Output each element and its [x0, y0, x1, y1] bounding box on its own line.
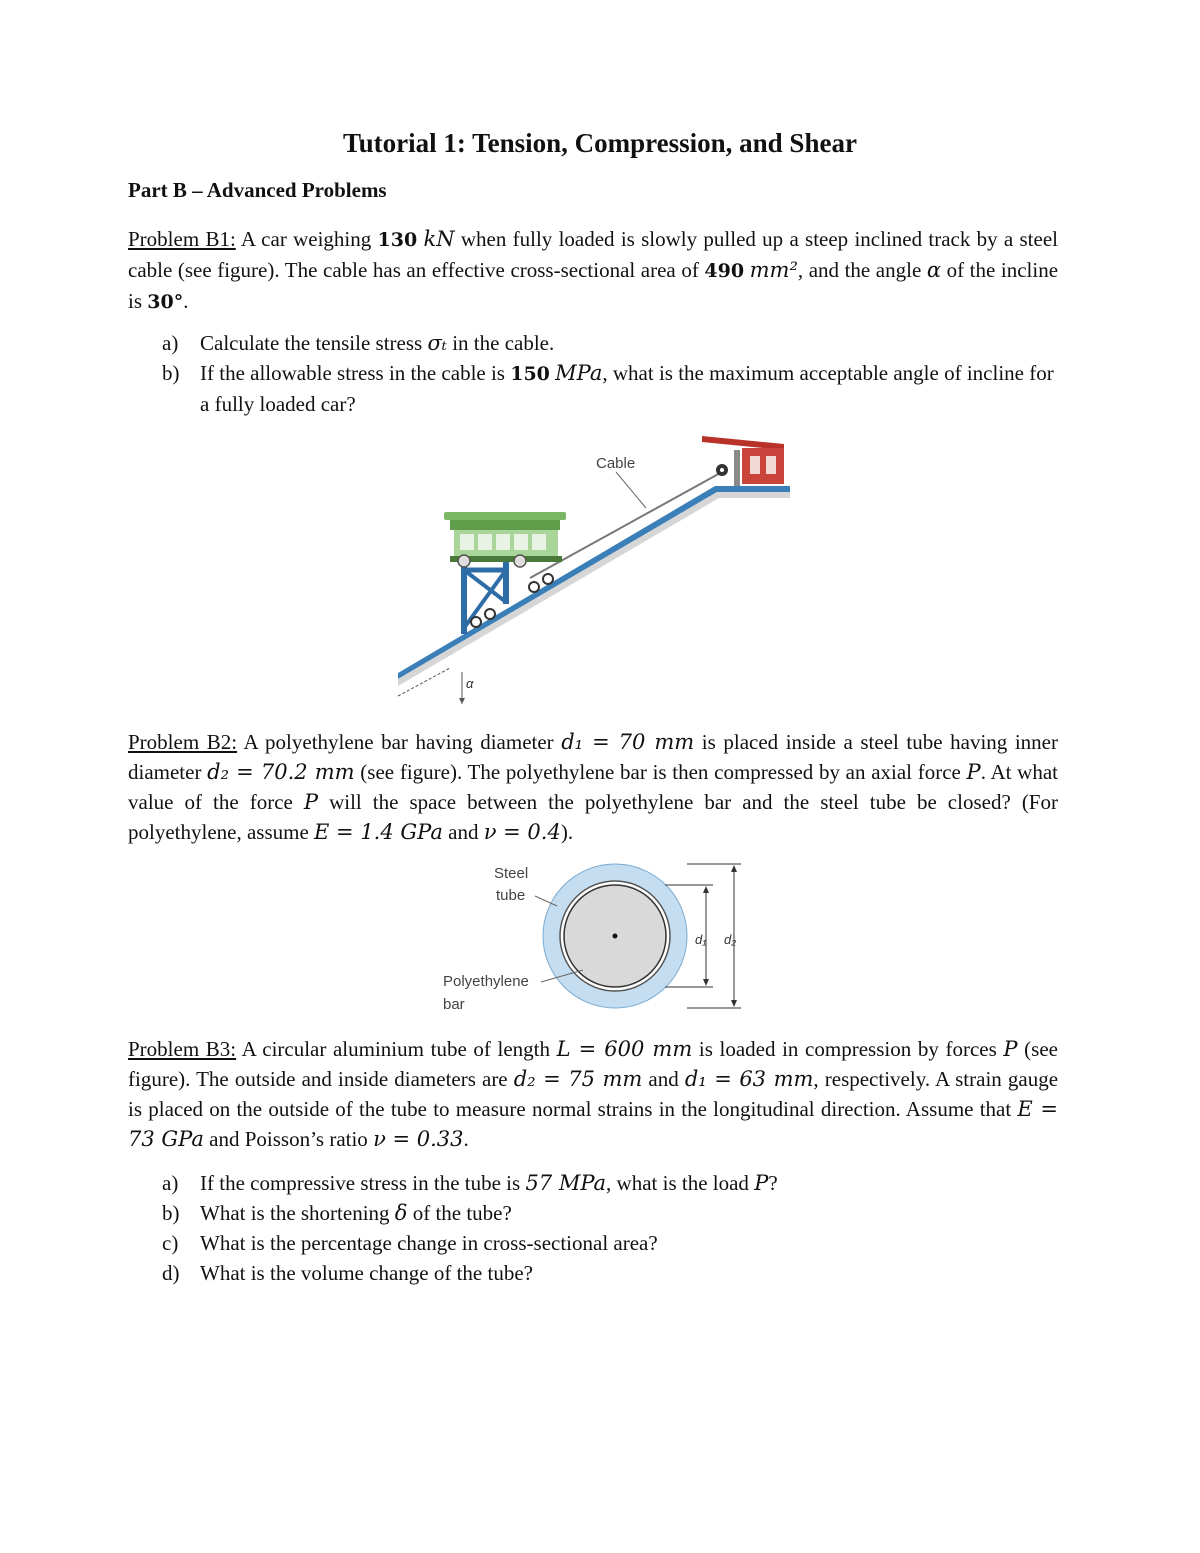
text: What is the volume change of the tube? — [200, 1261, 533, 1285]
question-b3-c — [162, 1228, 1058, 1258]
bar-label: bar — [443, 996, 465, 1013]
question-b3-d — [162, 1258, 1058, 1288]
problem-b1-questions — [162, 328, 1058, 419]
length-equation: L = 600 mm — [556, 1037, 693, 1061]
question-b1-a — [162, 328, 1058, 358]
cable-label: Cable — [596, 455, 636, 472]
text: and Poisson’s ratio — [203, 1127, 374, 1151]
text: and — [642, 1067, 685, 1091]
item-marker: b) — [162, 361, 180, 385]
part-heading: Part B – Advanced Problems — [128, 178, 387, 202]
poisson-equation: ν = 0.33 — [373, 1127, 464, 1151]
problem-b2-statement — [128, 727, 1058, 847]
tube-label: tube — [496, 887, 526, 904]
text: , respectively. A strain gauge is placed on the outside of the tube to measure normal strains in the longitudinal direction. Assume that — [128, 1067, 1059, 1121]
sigma-symbol: σₜ — [427, 331, 447, 355]
problem-b1-statement — [128, 224, 1058, 317]
poisson-equation: ν = 0.4 — [483, 820, 561, 844]
area-unit: mm² — [749, 258, 798, 282]
modulus-equation: E = 1.4 GPa — [314, 820, 443, 844]
d2-equation: d₂ = 70.2 mm — [207, 760, 355, 784]
question-b1-b — [162, 358, 1058, 419]
d2-label: d₂ — [724, 932, 737, 947]
force-symbol: P — [966, 760, 981, 784]
text: ). — [560, 820, 574, 844]
stress-unit: MPa — [555, 361, 603, 385]
question-b3-a — [162, 1168, 1058, 1198]
page-title: Tutorial 1: Tension, Compression, and Shear — [343, 128, 857, 158]
problem-b3-label: Problem B3: — [128, 1037, 237, 1061]
d1-equation: d₁ = 70 mm — [561, 730, 695, 754]
stress-value: 150 — [510, 363, 550, 385]
problem-b3-statement — [128, 1034, 1058, 1154]
text: What is the shortening — [200, 1201, 395, 1225]
text: , and the angle — [797, 258, 927, 282]
text: A circular aluminium tube of length — [236, 1037, 557, 1061]
alpha-symbol: α — [926, 258, 942, 282]
weight-value: 130 — [377, 229, 418, 251]
stress-value: 57 MPa — [525, 1171, 607, 1195]
text: If the compressive stress in the tube is — [200, 1171, 526, 1195]
area-value: 490 — [704, 260, 745, 282]
text: A car weighing — [235, 227, 378, 251]
text: If the allowable stress in the cable is — [200, 361, 511, 385]
text: (see figure). The polyethylene bar is then compressed by an axial force — [354, 760, 967, 784]
text: . — [463, 1127, 469, 1151]
text: will the space between the polyethylene bar and the steel tube be closed? (For polyethylene, assume — [128, 790, 1058, 844]
item-marker: a) — [162, 331, 179, 355]
text: in the cable. — [446, 331, 555, 355]
question-b3-b — [162, 1198, 1058, 1228]
text: (see figure). The outside and inside diameters are — [128, 1037, 1058, 1091]
text: when fully loaded is slowly pulled up a steep inclined track by a steel cable (see figure). The cable has an effective cross-sectional area of — [128, 227, 1058, 282]
weight-unit: kN — [423, 227, 455, 251]
alpha-angle-label: α — [466, 676, 474, 691]
text: What is the percentage change in cross-sectional area? — [200, 1231, 658, 1255]
text: , what is the maximum acceptable angle of incline for a fully loaded car? — [200, 361, 1054, 416]
item-marker: b) — [162, 1201, 180, 1225]
problem-b3-questions — [162, 1168, 1058, 1288]
delta-symbol: δ — [394, 1201, 408, 1225]
tube-cross-section-figure — [435, 858, 765, 1018]
d2-equation: d₂ = 75 mm — [513, 1067, 643, 1091]
text: Calculate the tensile stress — [200, 331, 428, 355]
text: A polyethylene bar having diameter — [237, 730, 562, 754]
item-marker: c) — [162, 1231, 179, 1255]
modulus-equation: E = 73 GPa — [128, 1097, 1058, 1151]
text: , what is the load — [606, 1171, 755, 1195]
force-symbol: P — [1003, 1037, 1018, 1061]
text: and — [442, 820, 484, 844]
d1-label: d₁ — [695, 932, 707, 947]
angle-value: 30° — [147, 291, 184, 313]
polyethylene-label: Polyethylene — [443, 973, 529, 990]
problem-b1-label: Problem B1: — [128, 227, 236, 251]
d1-equation: d₁ = 63 mm — [684, 1067, 814, 1091]
text: . — [183, 289, 189, 313]
steel-label: Steel — [494, 865, 529, 882]
item-marker: d) — [162, 1261, 180, 1285]
text: of the tube? — [407, 1201, 512, 1225]
item-marker: a) — [162, 1171, 179, 1195]
text: . At what value of the force — [128, 760, 1059, 814]
winch-house — [702, 436, 784, 486]
incline-car-figure — [380, 428, 810, 708]
text: of the incline is — [128, 258, 1059, 313]
force-symbol: P — [303, 790, 319, 814]
problem-b2-label: Problem B2: — [128, 730, 238, 754]
force-symbol: P — [754, 1171, 769, 1195]
text: is loaded in compression by forces — [692, 1037, 1004, 1061]
text: ? — [768, 1171, 778, 1195]
text: is placed inside a steel tube having inner diameter — [128, 730, 1058, 784]
